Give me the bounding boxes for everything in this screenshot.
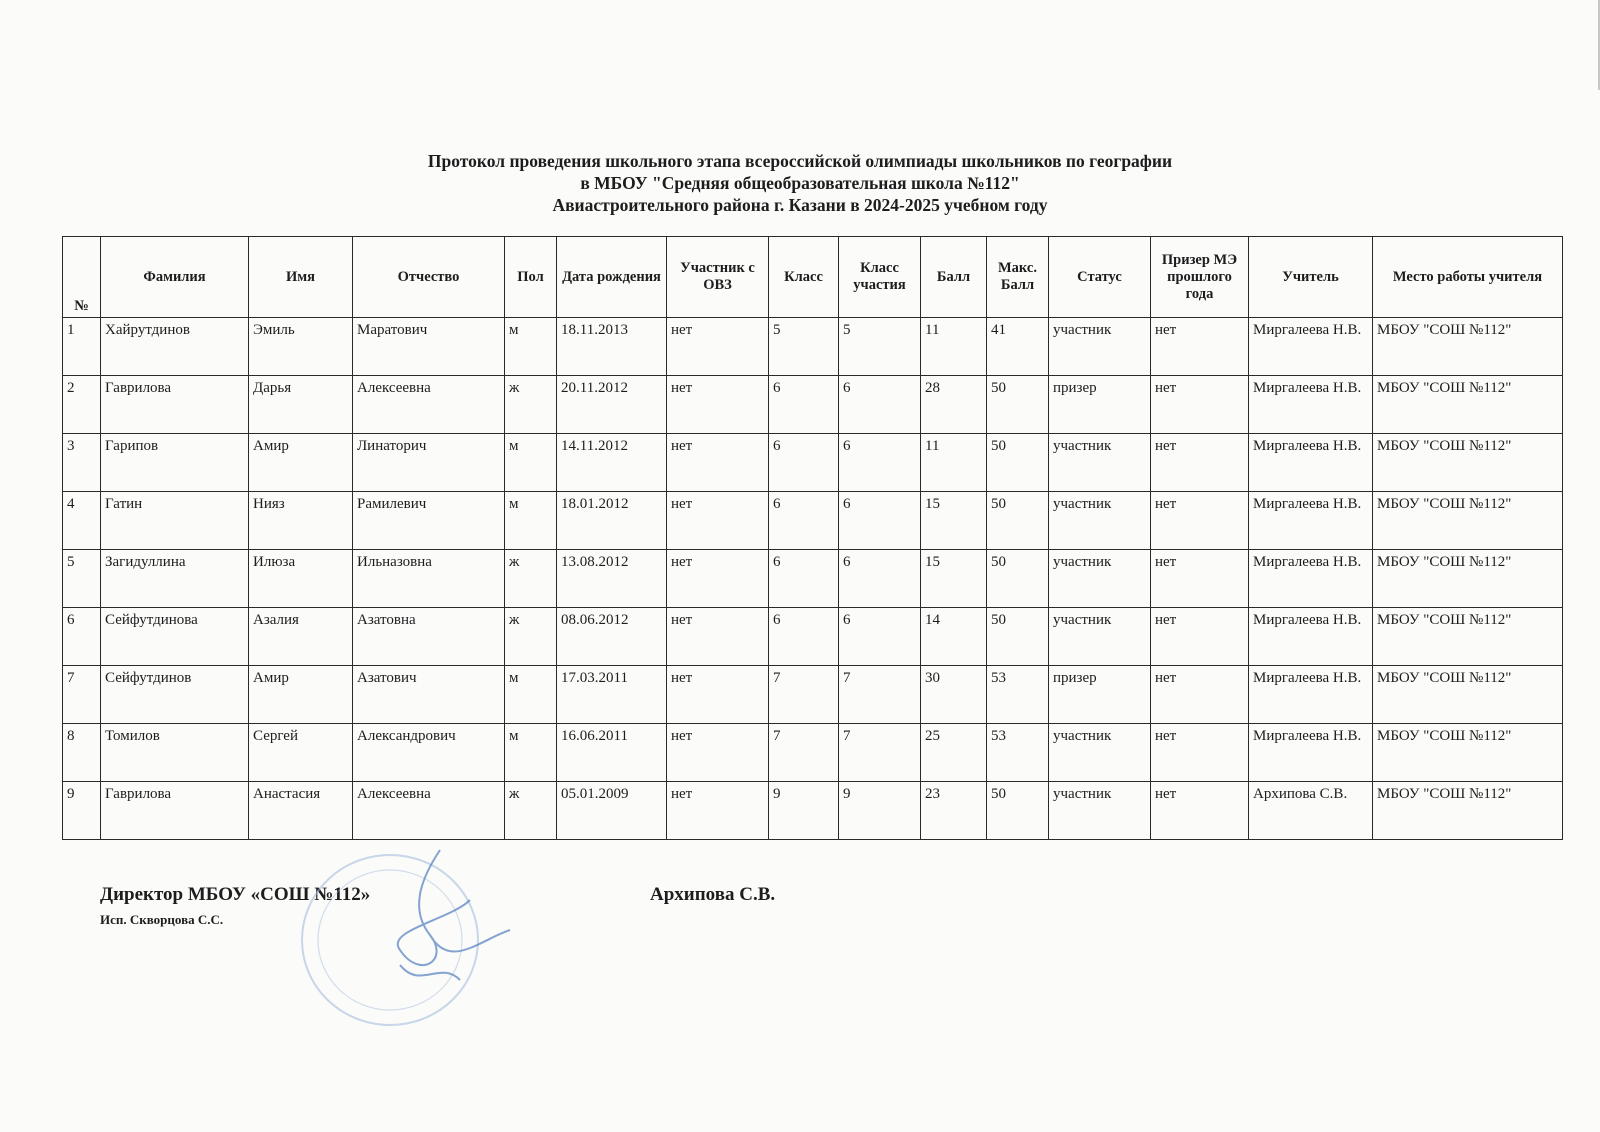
document-title	[340, 150, 1260, 216]
cell-status: призер	[1049, 376, 1151, 434]
cell-teacher: Миргалеева Н.В.	[1249, 608, 1373, 666]
header-prev: Призер МЭ прошлого года	[1151, 237, 1249, 318]
signatory-name: Архипова С.В.	[650, 884, 776, 905]
cell-num: 6	[63, 608, 101, 666]
cell-max: 50	[987, 376, 1049, 434]
director-label: Директор МБОУ «СОШ №112»	[100, 884, 371, 905]
header-workplace: Место работы учителя	[1373, 237, 1563, 318]
cell-sex: м	[505, 492, 557, 550]
cell-num: 9	[63, 782, 101, 840]
cell-ovz: нет	[667, 608, 769, 666]
table-row	[63, 608, 1563, 666]
cell-ovz: нет	[667, 318, 769, 376]
cell-sex: м	[505, 666, 557, 724]
cell-surname: Загидуллина	[101, 550, 249, 608]
cell-grade-part: 6	[839, 376, 921, 434]
cell-patronymic: Александрович	[353, 724, 505, 782]
cell-sex: ж	[505, 782, 557, 840]
cell-num: 5	[63, 550, 101, 608]
cell-patronymic: Линаторич	[353, 434, 505, 492]
header-score: Балл	[921, 237, 987, 318]
cell-score: 15	[921, 492, 987, 550]
cell-patronymic: Алексеевна	[353, 782, 505, 840]
cell-surname: Сейфутдинова	[101, 608, 249, 666]
cell-sex: м	[505, 724, 557, 782]
cell-birth: 14.11.2012	[557, 434, 667, 492]
cell-score: 11	[921, 318, 987, 376]
cell-patronymic: Азатович	[353, 666, 505, 724]
cell-teacher: Миргалеева Н.В.	[1249, 318, 1373, 376]
cell-num: 4	[63, 492, 101, 550]
cell-birth: 13.08.2012	[557, 550, 667, 608]
cell-teacher: Миргалеева Н.В.	[1249, 376, 1373, 434]
cell-max: 50	[987, 434, 1049, 492]
cell-birth: 20.11.2012	[557, 376, 667, 434]
cell-birth: 05.01.2009	[557, 782, 667, 840]
cell-name: Нияз	[249, 492, 353, 550]
title-line-1: Протокол проведения школьного этапа всероссийской олимпиады школьников по географии	[427, 151, 1173, 171]
cell-sex: ж	[505, 550, 557, 608]
cell-score: 25	[921, 724, 987, 782]
table-row	[63, 782, 1563, 840]
cell-score: 23	[921, 782, 987, 840]
header-ovz: Участник с ОВЗ	[667, 237, 769, 318]
cell-max: 53	[987, 724, 1049, 782]
header-teacher: Учитель	[1249, 237, 1373, 318]
cell-prev: нет	[1151, 376, 1249, 434]
cell-workplace: МБОУ "СОШ №112"	[1373, 724, 1563, 782]
cell-workplace: МБОУ "СОШ №112"	[1373, 318, 1563, 376]
cell-grade: 6	[769, 608, 839, 666]
cell-surname: Хайрутдинов	[101, 318, 249, 376]
cell-surname: Гаврилова	[101, 782, 249, 840]
cell-max: 50	[987, 608, 1049, 666]
cell-workplace: МБОУ "СОШ №112"	[1373, 666, 1563, 724]
stamp-signature-icon	[300, 840, 560, 1040]
cell-status: участник	[1049, 724, 1151, 782]
cell-sex: ж	[505, 608, 557, 666]
cell-teacher: Миргалеева Н.В.	[1249, 724, 1373, 782]
cell-surname: Гатин	[101, 492, 249, 550]
header-grade: Класс	[769, 237, 839, 318]
cell-birth: 17.03.2011	[557, 666, 667, 724]
header-sex: Пол	[505, 237, 557, 318]
cell-max: 50	[987, 550, 1049, 608]
cell-sex: м	[505, 318, 557, 376]
cell-grade: 9	[769, 782, 839, 840]
cell-score: 30	[921, 666, 987, 724]
cell-score: 28	[921, 376, 987, 434]
cell-ovz: нет	[667, 550, 769, 608]
cell-ovz: нет	[667, 376, 769, 434]
title-line-3: Авиастроительного района г. Казани в 2024-2025 учебном году	[552, 195, 1048, 215]
cell-name: Дарья	[249, 376, 353, 434]
cell-birth: 16.06.2011	[557, 724, 667, 782]
cell-teacher: Миргалеева Н.В.	[1249, 666, 1373, 724]
cell-sex: ж	[505, 376, 557, 434]
header-patronymic: Отчество	[353, 237, 505, 318]
cell-workplace: МБОУ "СОШ №112"	[1373, 492, 1563, 550]
cell-max: 53	[987, 666, 1049, 724]
cell-workplace: МБОУ "СОШ №112"	[1373, 434, 1563, 492]
cell-grade: 6	[769, 376, 839, 434]
cell-score: 11	[921, 434, 987, 492]
header-num: №	[63, 237, 101, 318]
cell-ovz: нет	[667, 782, 769, 840]
cell-score: 15	[921, 550, 987, 608]
cell-status: участник	[1049, 782, 1151, 840]
header-birth: Дата рождения	[557, 237, 667, 318]
cell-surname: Гаврилова	[101, 376, 249, 434]
cell-grade-part: 6	[839, 608, 921, 666]
cell-grade: 7	[769, 724, 839, 782]
cell-score: 14	[921, 608, 987, 666]
cell-workplace: МБОУ "СОШ №112"	[1373, 782, 1563, 840]
cell-status: участник	[1049, 434, 1151, 492]
cell-max: 50	[987, 492, 1049, 550]
table-row	[63, 492, 1563, 550]
cell-grade: 5	[769, 318, 839, 376]
header-max: Макс. Балл	[987, 237, 1049, 318]
header-grade-part: Класс участия	[839, 237, 921, 318]
header-surname: Фамилия	[101, 237, 249, 318]
cell-name: Амир	[249, 434, 353, 492]
cell-teacher: Миргалеева Н.В.	[1249, 434, 1373, 492]
cell-num: 8	[63, 724, 101, 782]
cell-prev: нет	[1151, 434, 1249, 492]
table-row	[63, 550, 1563, 608]
cell-birth: 18.01.2012	[557, 492, 667, 550]
cell-max: 50	[987, 782, 1049, 840]
cell-birth: 18.11.2013	[557, 318, 667, 376]
cell-teacher: Миргалеева Н.В.	[1249, 492, 1373, 550]
table-row	[63, 318, 1563, 376]
cell-prev: нет	[1151, 318, 1249, 376]
table-row	[63, 666, 1563, 724]
cell-teacher: Миргалеева Н.В.	[1249, 550, 1373, 608]
table-body	[63, 318, 1563, 840]
cell-workplace: МБОУ "СОШ №112"	[1373, 550, 1563, 608]
table-row	[63, 376, 1563, 434]
cell-patronymic: Ильназовна	[353, 550, 505, 608]
cell-grade-part: 9	[839, 782, 921, 840]
cell-prev: нет	[1151, 608, 1249, 666]
cell-grade-part: 7	[839, 724, 921, 782]
cell-name: Сергей	[249, 724, 353, 782]
cell-prev: нет	[1151, 782, 1249, 840]
cell-num: 2	[63, 376, 101, 434]
executor-label: Исп. Скворцова С.С.	[100, 912, 224, 927]
cell-grade: 7	[769, 666, 839, 724]
cell-grade: 6	[769, 550, 839, 608]
cell-num: 1	[63, 318, 101, 376]
cell-grade-part: 5	[839, 318, 921, 376]
cell-patronymic: Маратович	[353, 318, 505, 376]
cell-grade-part: 6	[839, 434, 921, 492]
cell-prev: нет	[1151, 666, 1249, 724]
cell-max: 41	[987, 318, 1049, 376]
cell-surname: Томилов	[101, 724, 249, 782]
cell-status: участник	[1049, 318, 1151, 376]
cell-workplace: МБОУ "СОШ №112"	[1373, 608, 1563, 666]
cell-status: участник	[1049, 608, 1151, 666]
cell-prev: нет	[1151, 724, 1249, 782]
cell-num: 3	[63, 434, 101, 492]
cell-ovz: нет	[667, 724, 769, 782]
cell-ovz: нет	[667, 434, 769, 492]
cell-workplace: МБОУ "СОШ №112"	[1373, 376, 1563, 434]
cell-patronymic: Алексеевна	[353, 376, 505, 434]
cell-num: 7	[63, 666, 101, 724]
title-line-2: в МБОУ "Средняя общеобразовательная школа №112"	[580, 173, 1020, 193]
cell-name: Анастасия	[249, 782, 353, 840]
cell-grade-part: 7	[839, 666, 921, 724]
cell-grade: 6	[769, 434, 839, 492]
table-row	[63, 434, 1563, 492]
header-row	[63, 237, 1563, 318]
cell-grade-part: 6	[839, 550, 921, 608]
cell-surname: Сейфутдинов	[101, 666, 249, 724]
cell-grade-part: 6	[839, 492, 921, 550]
table-row	[63, 724, 1563, 782]
results-table	[62, 236, 1563, 840]
cell-sex: м	[505, 434, 557, 492]
header-status: Статус	[1049, 237, 1151, 318]
header-name: Имя	[249, 237, 353, 318]
cell-prev: нет	[1151, 550, 1249, 608]
cell-name: Азалия	[249, 608, 353, 666]
cell-birth: 08.06.2012	[557, 608, 667, 666]
cell-status: призер	[1049, 666, 1151, 724]
page-edge	[1592, 0, 1600, 90]
cell-patronymic: Азатовна	[353, 608, 505, 666]
cell-ovz: нет	[667, 492, 769, 550]
cell-status: участник	[1049, 492, 1151, 550]
cell-ovz: нет	[667, 666, 769, 724]
cell-patronymic: Рамилевич	[353, 492, 505, 550]
cell-surname: Гарипов	[101, 434, 249, 492]
cell-name: Илюза	[249, 550, 353, 608]
cell-name: Эмиль	[249, 318, 353, 376]
cell-name: Амир	[249, 666, 353, 724]
cell-grade: 6	[769, 492, 839, 550]
cell-teacher: Архипова С.В.	[1249, 782, 1373, 840]
cell-prev: нет	[1151, 492, 1249, 550]
cell-status: участник	[1049, 550, 1151, 608]
